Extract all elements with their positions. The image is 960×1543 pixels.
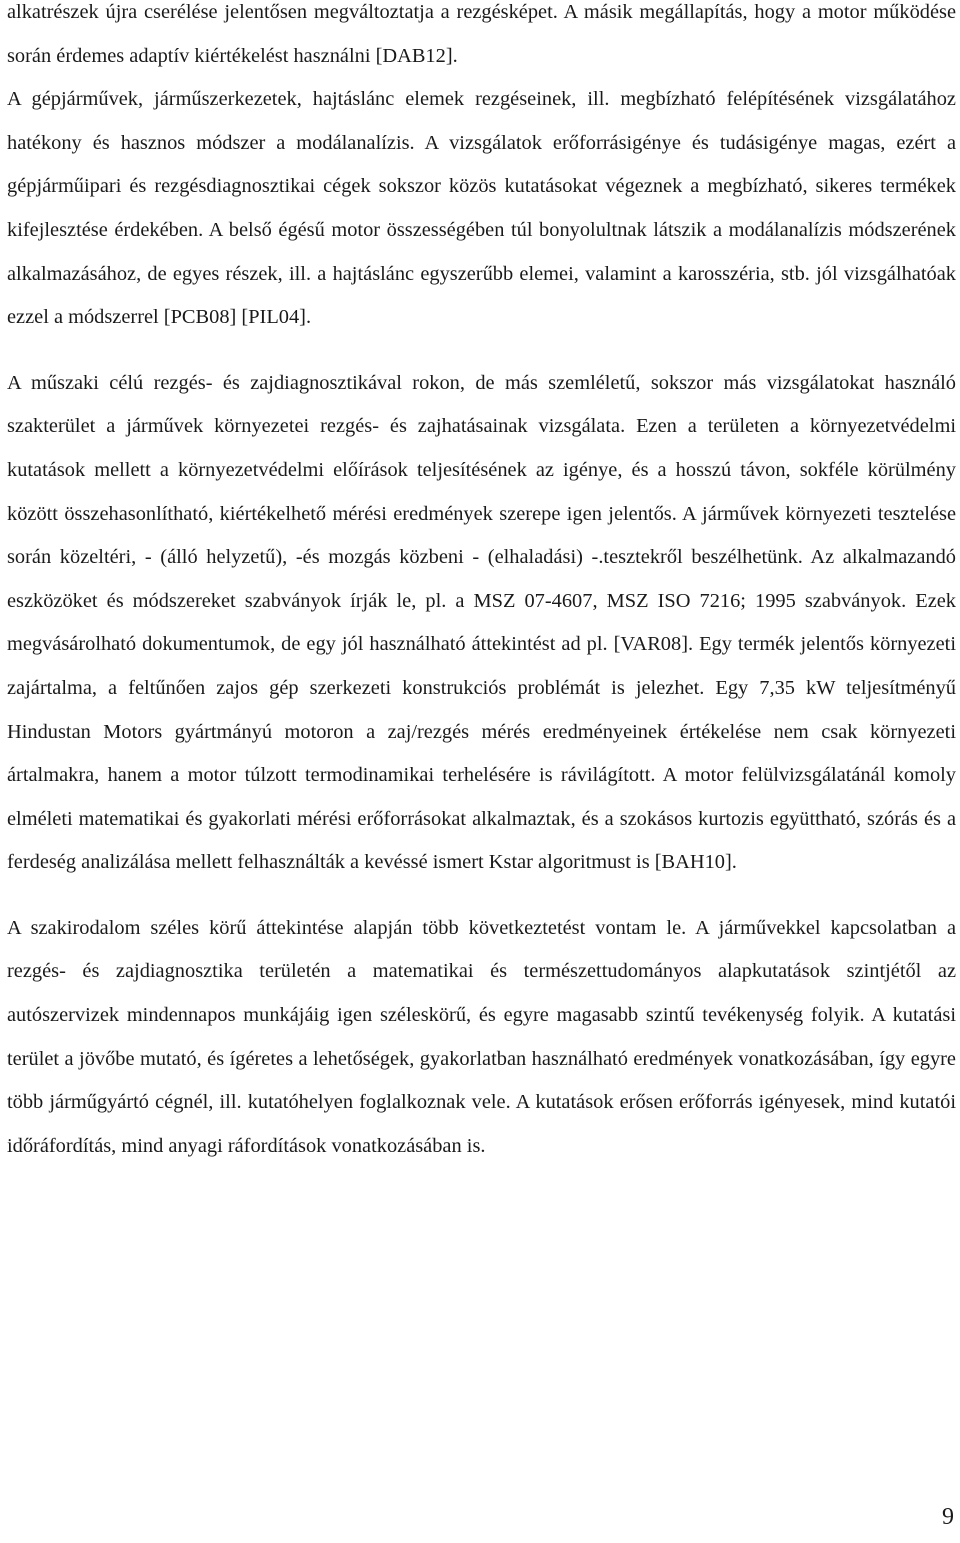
paragraph-modal-analysis: A gépjárművek, járműszerkezetek, hajtáslánc elemek rezgéseinek, ill. megbízható felépítésének vizsgálatához hatékony és hasznos módszer a modálanalízis. A vizsgálatok erőforrásigénye és tudásigénye magas, ezért a gépjárműipari és rezgésdiagnosztikai cégek sokszor közös kutatásokat végeznek a megbízható, sikeres termékek kifejlesztése érdekében. A belső égésű motor összességében túl bonyolultnak látszik a modálanalízis módszerének alkalmazásához, de egyes részek, ill. a hajtáslánc egyszerűbb elemei, valamint a karosszéria, stb. jól vizsgálhatóak ezzel a módszerrel [PCB08] [PIL04]. bbox=[7, 88, 956, 329]
paragraph-continuation: alkatrészek újra cserélése jelentősen megváltoztatja a rezgésképet. A másik megállapítás, hogy a motor működése során érdemes adaptív kiértékelést használni [DAB12]. bbox=[7, 1, 956, 67]
paragraph-conclusions: A szakirodalom széles körű áttekintése alapján több következtetést vontam le. A járművekkel kapcsolatban a rezgés- és zajdiagnosztika területén a matematikai és természettudományos alapkutatások szintjétől az autószervizek mindennapos munkájáig igen széleskörű, és egyre magasabb szintű tevékenység folyik. A kutatási terület a jövőbe mutató, és ígéretes a lehetőségek, gyakorlatban használható eredmények vonatkozásában, így egyre több járműgyártó cégnél, ill. kutatóhelyen foglalkoznak vele. A kutatások erősen erőforrás igényesek, mind kutatói időráfordítás, mind anyagi ráfordítások vonatkozásában is. bbox=[7, 916, 956, 1157]
page-number: 9 bbox=[942, 1504, 954, 1530]
document-page bbox=[7, 0, 956, 1168]
paragraph-environmental-testing: A műszaki célú rezgés- és zajdiagnosztikával rokon, de más szemléletű, sokszor más vizsgálatokat használó szakterület a járművek környezetei rezgés- és zajhatásainak vizsgálata. Ezen a területen a környezetvédelmi kutatások mellett a környezetvédelmi előírások teljesítésének az igénye, és a hosszú távon, sokféle körülmény között összehasonlítható, kiértékelhető mérési eredmények szerepe igen jelentős. A járművek környezeti tesztelése során közeltéri, - (álló helyzetű), -és mozgás közbeni - (elhaladási) -.tesztekről beszélhetünk. Az alkalmazandó eszközöket és módszereket szabványok írják le, pl. a MSZ 07-4607, MSZ ISO 7216; 1995 szabványok. Ezek megvásárolható dokumentumok, de egy jól használható áttekintést ad pl. [VAR08]. Egy termék jelentős környezeti zajártalma, a feltűnően zajos gép szerkezeti konstrukciós problémát is jelezhet. Egy 7,35 kW teljesítményű Hindustan Motors gyártmányú motoron a zaj/rezgés mérés eredményeinek értékelése nem csak környezeti ártalmakra, hanem a motor túlzott termodinamikai terhelésére is rávilágított. A motor felülvizsgálatánál komoly elméleti matematikai és gyakorlati mérési erőforrásokat alkalmaztak, és a szokásos kurtozis együttható, szórás és a ferdeség analizálása mellett felhasználták a kevéssé ismert Kstar algoritmust is [BAH10]. bbox=[7, 371, 956, 874]
